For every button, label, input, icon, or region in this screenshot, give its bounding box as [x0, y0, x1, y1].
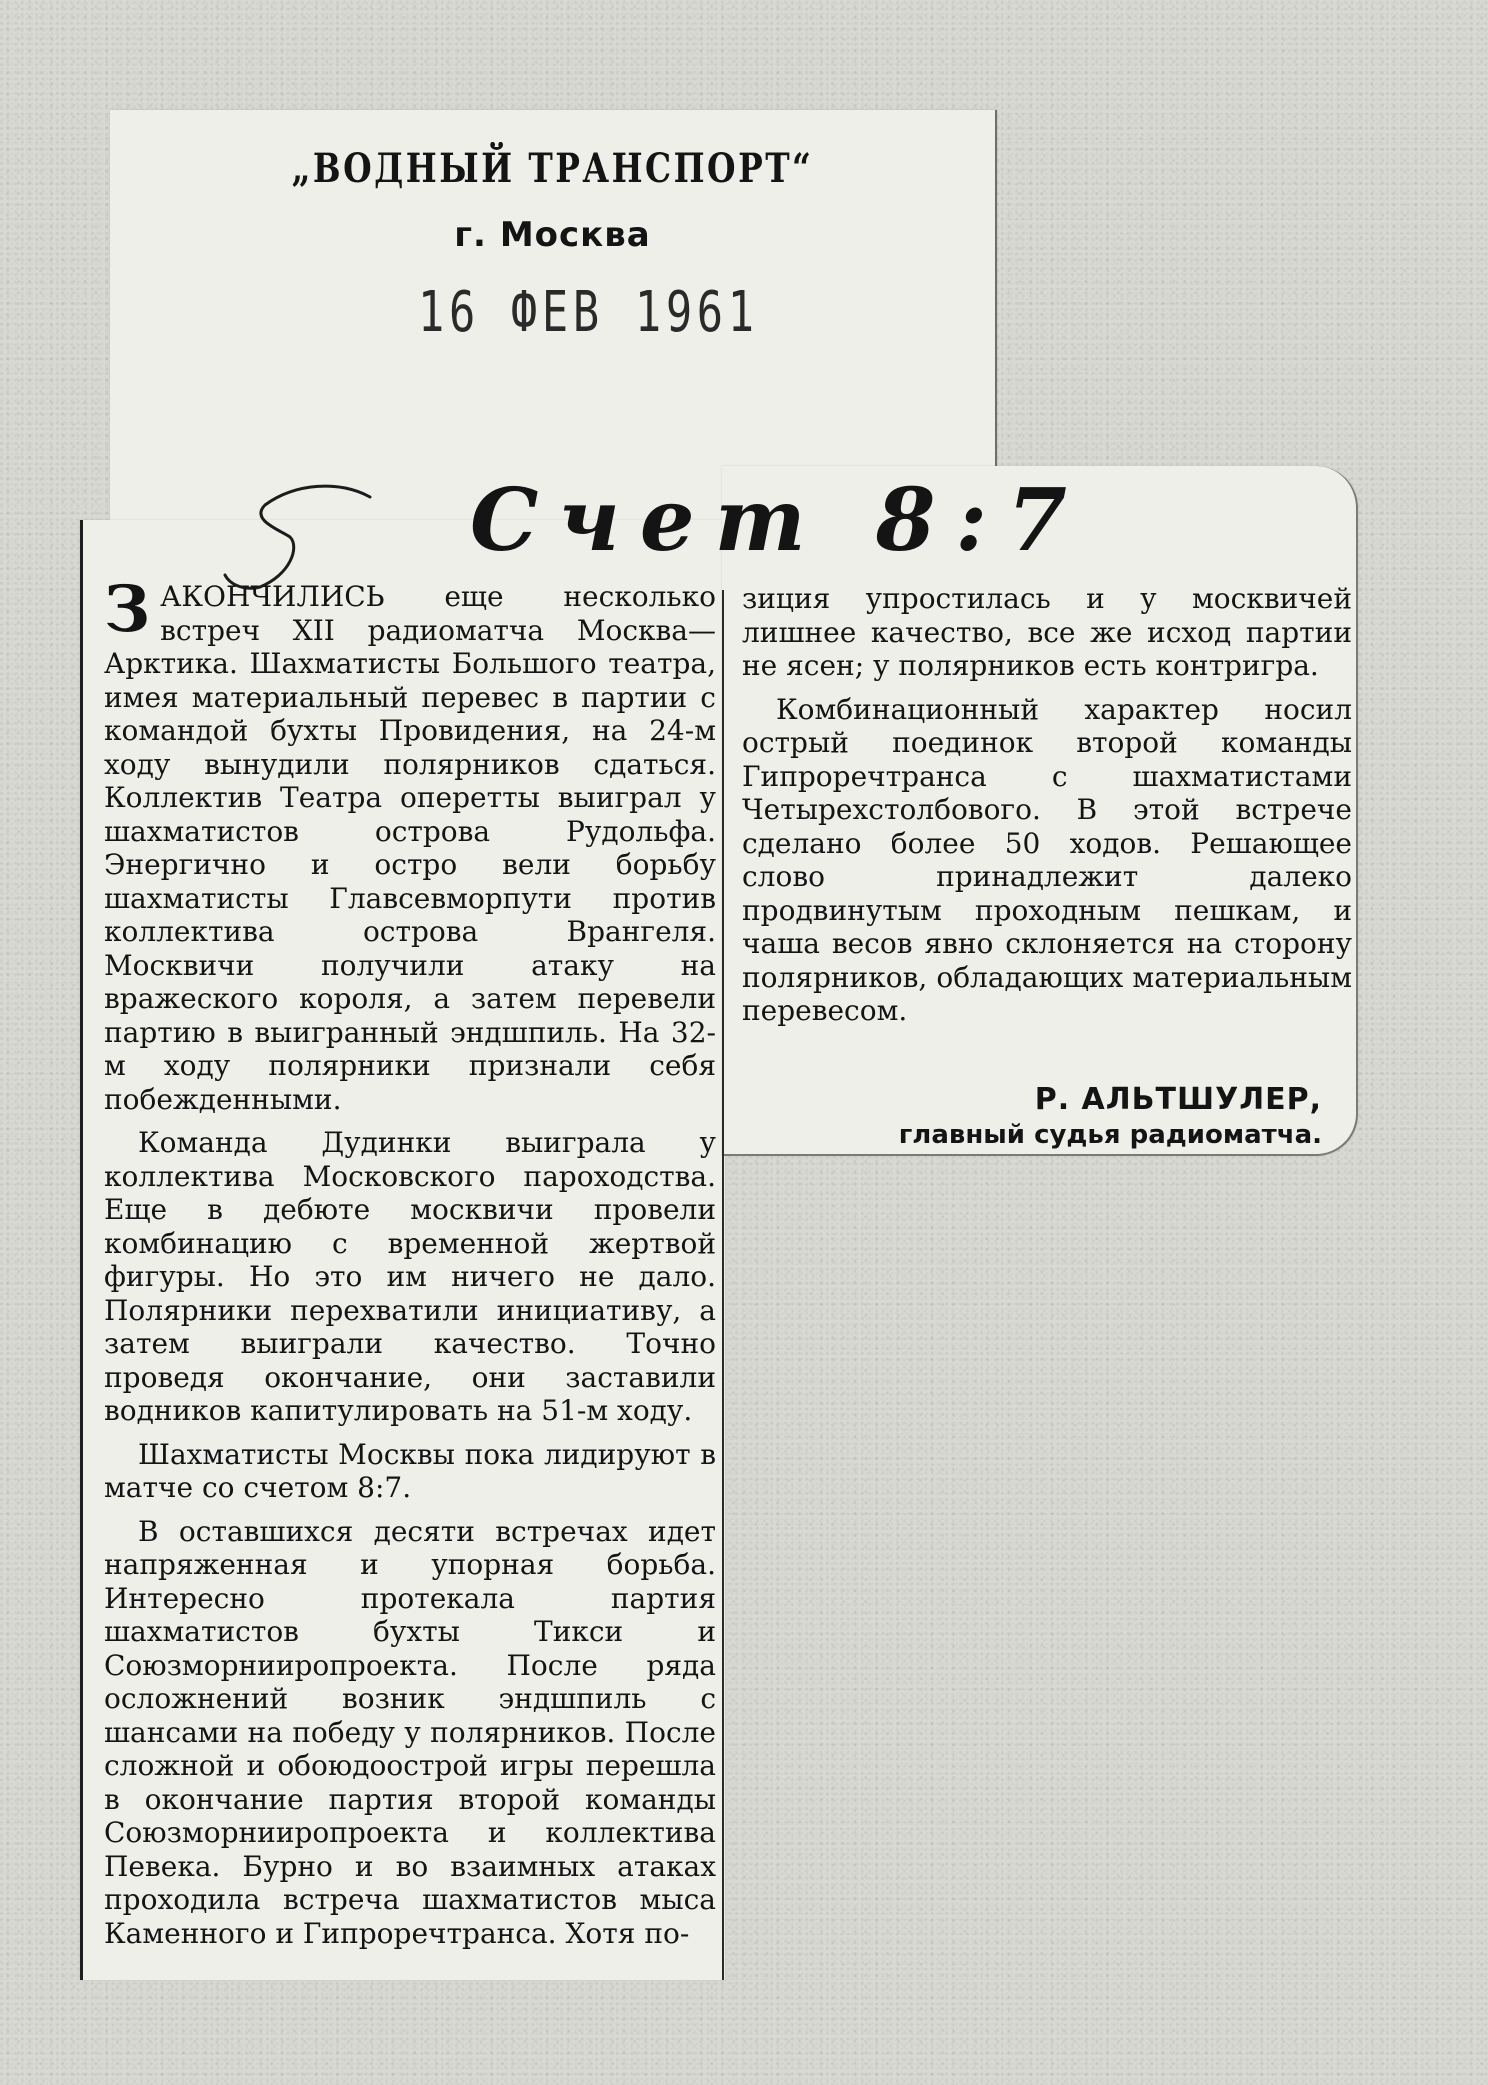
article-right-text — [742, 582, 1352, 1038]
article-paragraph: Шахматисты Москвы пока лидируют в матче со счетом 8:7. — [104, 1437, 716, 1504]
author-role: главный судья радиоматча. — [898, 1120, 1322, 1150]
article-paragraph: В оставшихся десяти встречах идет напряженная и упорная борьба. Интересно протекала партия шахматистов бухты Тикси и Союзморнииропроекта. После ряда осложнений возник эндшпиль с шансами на победу у полярников. После сложной и обоюдоострой игры перешла в окончание партия второй команды Союзморнииропроекта и коллектива Певека. Бурно и во взаимных атаках проходила встреча шахматистов мыса Каменного и Гипроречтранса. Хотя по- — [104, 1514, 716, 1950]
dropcap-letter: З — [104, 572, 151, 647]
newspaper-city: г. Москва — [454, 215, 651, 255]
article-paragraph: Комбинационный характер носил острый поединок второй команды Гипроречтранса с шахматистами Четырехстолбового. В этой встрече сделано более 50 ходов. Решающее слово принадлежит далеко продвинутым проходным пешкам, и чаша весов явно склоняется на сторону полярников, обладающих материальным перевесом. — [742, 692, 1352, 1027]
article-paragraph: ЗАКОНЧИЛИСЬ еще несколько встреч XII радиоматча Москва—Арктика. Шахматисты Большого театра, имея материальный перевес в партии с командой бухты Провидения, на 24-м ходу вынудили полярников сдаться. Коллектив Театра оперетты выиграл у шахматистов острова Рудольфа. Энергично и остро вели борьбу шахматисты Главсевморпути против коллектива острова Врангеля. Москвичи получили атаку на вражеского короля, а затем перевели партию в выигранный эндшпиль. На 32-м ходу полярники признали себя побежденными. — [104, 572, 716, 1116]
article-paragraph: Команда Дудинки выиграла у коллектива Московского пароходства. Еще в дебюте москвичи провели комбинацию с временной жертвой фигуры. Но это им ничего не дало. Полярники перехватили инициативу, а затем выиграли качество. Точно проведя окончание, они заставили водников капитулировать на 51-м ходу. — [104, 1126, 716, 1427]
article-paragraph: зиция упростилась и у москвичей лишнее качество, все же исход партии не ясен; у полярников есть контригра. — [742, 582, 1352, 682]
date-stamp: 16 ФЕВ 1961 — [418, 280, 759, 345]
article-headline: Счет 8:7 — [470, 470, 1088, 571]
handwritten-mark-icon — [220, 475, 380, 595]
author-byline: Р. АЛЬТШУЛЕР, — [1034, 1082, 1322, 1117]
column-divider — [722, 590, 724, 1980]
article-left-text — [104, 572, 716, 1960]
newspaper-title: „ВОДНЫЙ ТРАНСПОРТ“ — [291, 145, 814, 192]
